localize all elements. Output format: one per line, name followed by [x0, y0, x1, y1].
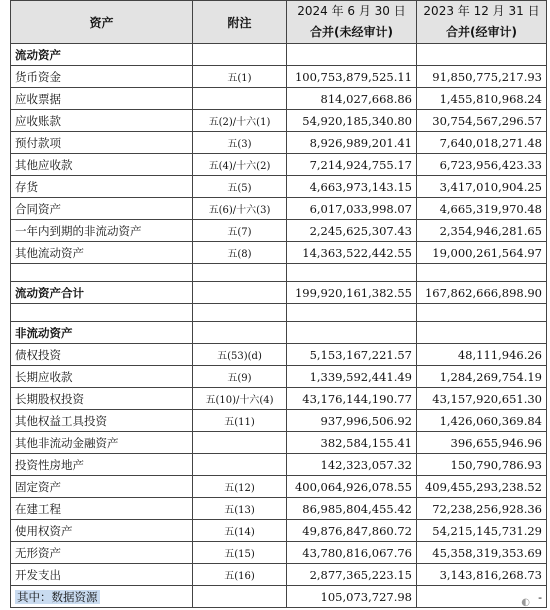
item-value-2024: 2,245,625,307.43: [287, 220, 417, 242]
header-note: 附注: [193, 1, 287, 44]
item-value-2024: 142,323,057.32: [287, 454, 417, 476]
item-name: [11, 88, 193, 110]
item-name: [11, 220, 193, 242]
current-asset-row: [11, 66, 547, 88]
spacer-cell: [193, 304, 287, 322]
header-period-2024: [287, 1, 417, 44]
item-name-text: 应收账款: [15, 113, 61, 128]
header-period-2023: [417, 1, 547, 44]
item-name-text: 一年内到期的非流动资产: [15, 223, 142, 238]
item-name-text: 债权投资: [15, 347, 61, 362]
item-value-2023: 3,143,816,268.73: [417, 564, 547, 586]
noncurrent-asset-row: [11, 564, 547, 586]
item-value-2024: 100,753,879,525.11: [287, 66, 417, 88]
item-name-text: 在建工程: [15, 501, 61, 516]
item-value-2024: 5,153,167,221.57: [287, 344, 417, 366]
item-value-2024: 2,877,365,223.15: [287, 564, 417, 586]
current-total-2023: 167,862,666,898.90: [417, 282, 547, 304]
item-value-2023: 6,723,956,423.33: [417, 154, 547, 176]
item-value-2024: 43,780,816,067.76: [287, 542, 417, 564]
current-total-note: [193, 282, 287, 304]
item-value-2023: 4,665,319,970.48: [417, 198, 547, 220]
item-note: 五(3): [193, 132, 287, 154]
section-current-row: [11, 44, 547, 66]
empty-cell: [417, 322, 547, 344]
item-value-2023: 91,850,775,217.93: [417, 66, 547, 88]
item-note: 五(15): [193, 542, 287, 564]
item-name: [11, 586, 193, 608]
item-name: [11, 454, 193, 476]
item-note: [193, 88, 287, 110]
item-value-2024: 14,363,522,442.55: [287, 242, 417, 264]
item-note: 五(4)/十六(2): [193, 154, 287, 176]
current-asset-row: [11, 132, 547, 154]
item-name-text: 固定资产: [15, 479, 61, 494]
item-value-2024: 86,985,804,455.42: [287, 498, 417, 520]
item-value-2023: 54,215,145,731.29: [417, 520, 547, 542]
section-noncurrent-title: 非流动资产: [11, 322, 193, 344]
item-note: 五(1): [193, 66, 287, 88]
header-row: [11, 1, 547, 44]
item-value-2024: 6,017,033,998.07: [287, 198, 417, 220]
item-name-text: 投资性房地产: [15, 457, 84, 472]
item-value-2023: 150,790,786.93: [417, 454, 547, 476]
item-note: 五(12): [193, 476, 287, 498]
item-note: 五(9): [193, 366, 287, 388]
item-name-text: 无形资产: [15, 545, 61, 560]
item-name: [11, 242, 193, 264]
item-value-2023: 1,284,269,754.19: [417, 366, 547, 388]
current-total-label: 流动资产合计: [11, 282, 193, 304]
item-name-text: 其他权益工具投资: [15, 413, 107, 428]
item-name: [11, 344, 193, 366]
item-note: 五(11): [193, 410, 287, 432]
item-note: [193, 432, 287, 454]
item-note: 五(8): [193, 242, 287, 264]
noncurrent-asset-row: [11, 432, 547, 454]
item-value-2024: 7,214,924,755.17: [287, 154, 417, 176]
item-value-2024: 105,073,727.98: [287, 586, 417, 608]
current-asset-row: [11, 110, 547, 132]
item-note: 五(53)(d): [193, 344, 287, 366]
item-note: 五(5): [193, 176, 287, 198]
item-name: [11, 132, 193, 154]
noncurrent-asset-row: [11, 366, 547, 388]
item-name-text: 其他非流动金融资产: [15, 435, 119, 450]
item-note: [193, 586, 287, 608]
spacer-cell: [193, 264, 287, 282]
item-name-text: 使用权资产: [15, 523, 73, 538]
noncurrent-asset-row: [11, 344, 547, 366]
item-value-2023: 3,417,010,904.25: [417, 176, 547, 198]
current-asset-row: [11, 198, 547, 220]
item-value-2023: 1,426,060,369.84: [417, 410, 547, 432]
item-value-2023: 72,238,256,928.36: [417, 498, 547, 520]
item-name: [11, 176, 193, 198]
item-name: [11, 154, 193, 176]
current-asset-row: [11, 154, 547, 176]
item-name: [11, 388, 193, 410]
noncurrent-asset-row: [11, 542, 547, 564]
item-value-2023: 396,655,946.96: [417, 432, 547, 454]
item-value-2023: 30,754,567,296.57: [417, 110, 547, 132]
balance-sheet-table: [10, 0, 547, 608]
item-name: [11, 66, 193, 88]
item-value-2024: 937,996,506.92: [287, 410, 417, 432]
watermark-icon: ◐: [521, 597, 530, 608]
item-name: [11, 366, 193, 388]
spacer-row: [11, 264, 547, 282]
spacer-cell: [287, 304, 417, 322]
current-asset-row: [11, 242, 547, 264]
item-name-text: 预付款项: [15, 135, 61, 150]
spacer-cell: [11, 264, 193, 282]
item-value-2023: 1,455,810,968.24: [417, 88, 547, 110]
header-period-2023-date: 2023 年 12 月 31 日: [423, 4, 540, 18]
item-value-2024: 1,339,592,441.49: [287, 366, 417, 388]
item-note: 五(7): [193, 220, 287, 242]
data-resource-row: [11, 586, 547, 608]
item-name-text: 其中：数据资源: [17, 589, 98, 604]
item-name: [11, 498, 193, 520]
item-value-2024: 400,064,926,078.55: [287, 476, 417, 498]
noncurrent-asset-row: [11, 476, 547, 498]
empty-cell: [193, 322, 287, 344]
noncurrent-asset-row: [11, 388, 547, 410]
item-value-2023: 7,640,018,271.48: [417, 132, 547, 154]
item-note: 五(16): [193, 564, 287, 586]
item-name-text: 货币资金: [15, 69, 61, 84]
item-name-text: 应收票据: [15, 91, 61, 106]
item-value-2024: 382,584,155.41: [287, 432, 417, 454]
item-name: [11, 476, 193, 498]
item-value-2024: 49,876,847,860.72: [287, 520, 417, 542]
item-name: [11, 110, 193, 132]
item-note: 五(2)/十六(1): [193, 110, 287, 132]
item-name: [11, 432, 193, 454]
current-total-2024: 199,920,161,382.55: [287, 282, 417, 304]
current-total-row: [11, 282, 547, 304]
spacer-cell: [417, 264, 547, 282]
item-note: 五(14): [193, 520, 287, 542]
item-name-text: 长期股权投资: [15, 391, 84, 406]
item-value-2023: 19,000,261,564.97: [417, 242, 547, 264]
item-name-text: 长期应收款: [15, 369, 73, 384]
item-name: [11, 520, 193, 542]
item-value-2024: 814,027,668.86: [287, 88, 417, 110]
item-name: [11, 410, 193, 432]
item-value-2023: 409,455,293,238.52: [417, 476, 547, 498]
item-value-2023: 43,157,920,651.30: [417, 388, 547, 410]
item-value-2024: 54,920,185,340.80: [287, 110, 417, 132]
item-name: [11, 542, 193, 564]
header-period-2024-basis: 合并(未经审计): [310, 25, 393, 39]
item-name-text: 合同资产: [15, 201, 61, 216]
item-name-text: 开发支出: [15, 567, 61, 582]
current-asset-row: [11, 176, 547, 198]
spacer-cell: [287, 264, 417, 282]
item-value-2024: 8,926,989,201.41: [287, 132, 417, 154]
noncurrent-asset-row: [11, 520, 547, 542]
spacer-row: [11, 304, 547, 322]
item-value-2023: 48,111,946.26: [417, 344, 547, 366]
section-current-title: 流动资产: [11, 44, 193, 66]
item-value-2023: 2,354,946,281.65: [417, 220, 547, 242]
item-value-2024: 4,663,973,143.15: [287, 176, 417, 198]
item-value-2023: -: [417, 586, 547, 608]
empty-cell: [287, 322, 417, 344]
item-name-text: 其他应收款: [15, 157, 73, 172]
current-asset-row: [11, 220, 547, 242]
spacer-cell: [417, 304, 547, 322]
spacer-cell: [11, 304, 193, 322]
header-period-2023-basis: 合并(经审计): [446, 25, 517, 39]
current-asset-row: [11, 88, 547, 110]
item-name-text: 其他流动资产: [15, 245, 84, 260]
noncurrent-asset-row: [11, 410, 547, 432]
item-value-2024: 43,176,144,190.77: [287, 388, 417, 410]
noncurrent-asset-row: [11, 454, 547, 476]
item-name: [11, 198, 193, 220]
item-name-text: 存货: [15, 179, 38, 194]
noncurrent-asset-row: [11, 498, 547, 520]
item-note: 五(10)/十六(4): [193, 388, 287, 410]
header-asset: 资产: [11, 1, 193, 44]
section-noncurrent-row: [11, 322, 547, 344]
item-note: 五(13): [193, 498, 287, 520]
item-note: [193, 454, 287, 476]
header-period-2024-date: 2024 年 6 月 30 日: [297, 4, 406, 18]
item-note: 五(6)/十六(3): [193, 198, 287, 220]
item-value-2023: 45,358,319,353.69: [417, 542, 547, 564]
item-name: [11, 564, 193, 586]
